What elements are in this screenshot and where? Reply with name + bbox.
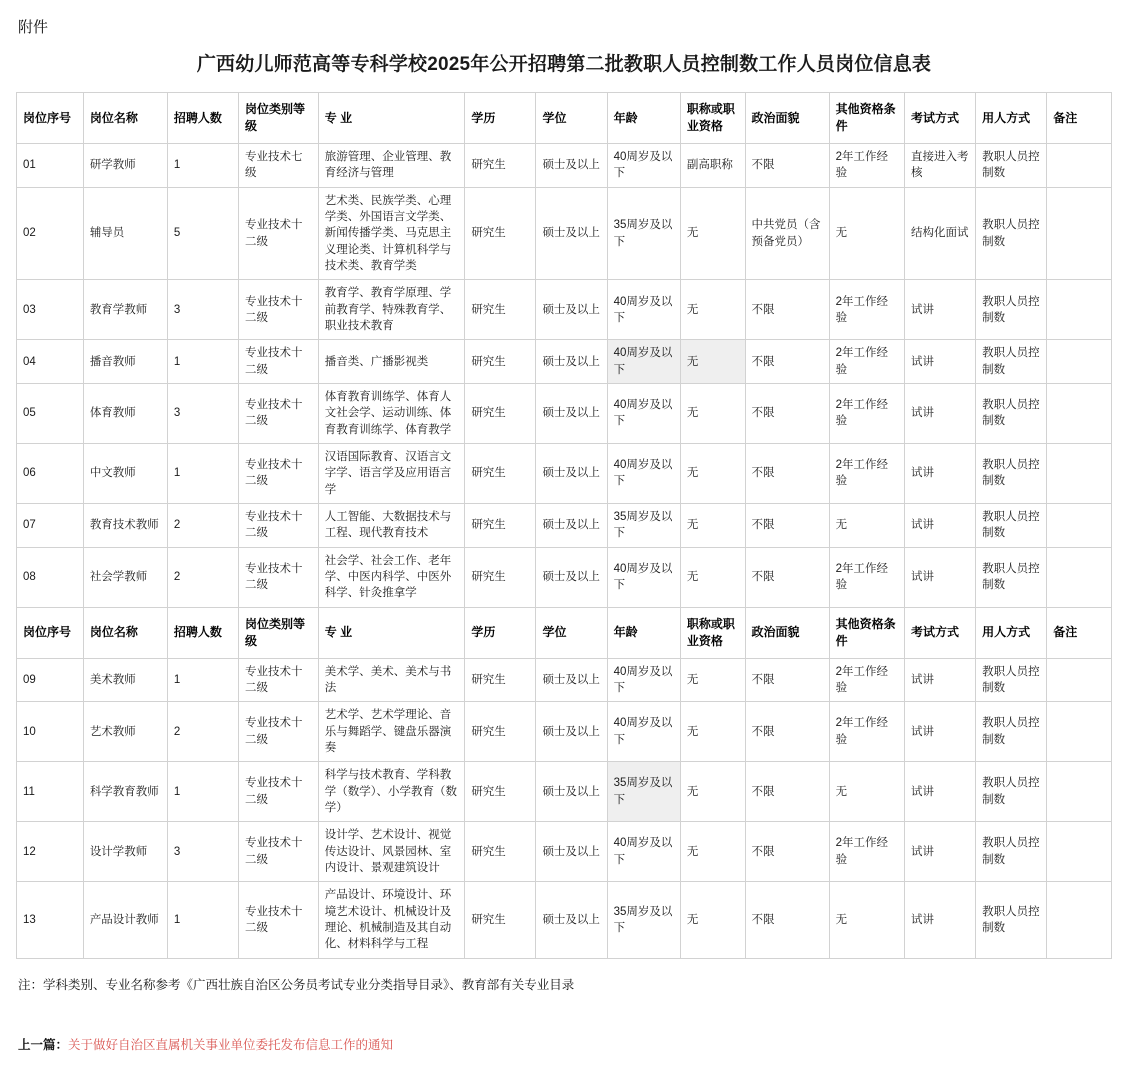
table-cell: 无 xyxy=(680,340,745,384)
table-cell: 设计学、艺术设计、视觉传达设计、风景园林、室内设计、景观建筑设计 xyxy=(318,822,465,882)
table-cell xyxy=(1047,384,1112,444)
table-cell: 2年工作经验 xyxy=(829,658,904,702)
table-cell: 科学与技术教育、学科教学（数学）、小学教育（数学） xyxy=(318,762,465,822)
table-cell: 结构化面试 xyxy=(905,187,976,280)
column-header: 学位 xyxy=(536,93,607,144)
table-cell: 03 xyxy=(17,280,84,340)
table-cell: 不限 xyxy=(745,882,829,958)
table-row xyxy=(17,702,1112,762)
table-cell: 无 xyxy=(829,187,904,280)
table-cell: 无 xyxy=(680,187,745,280)
table-cell: 研究生 xyxy=(465,882,536,958)
table-cell: 艺术教师 xyxy=(83,702,167,762)
table-cell: 无 xyxy=(680,822,745,882)
table-cell: 研究生 xyxy=(465,443,536,503)
table-cell: 40周岁及以下 xyxy=(607,384,680,444)
table-cell: 硕士及以上 xyxy=(536,822,607,882)
table-cell: 副高职称 xyxy=(680,144,745,188)
table-cell: 1 xyxy=(167,340,238,384)
table-cell: 2年工作经验 xyxy=(829,144,904,188)
table-cell: 教育学教师 xyxy=(83,280,167,340)
table-cell: 2 xyxy=(167,503,238,547)
table-cell: 35周岁及以下 xyxy=(607,187,680,280)
table-cell xyxy=(1047,702,1112,762)
table-cell: 试讲 xyxy=(905,443,976,503)
table-cell: 研究生 xyxy=(465,384,536,444)
table-cell: 教育技术教师 xyxy=(83,503,167,547)
table-cell: 试讲 xyxy=(905,658,976,702)
table-cell: 12 xyxy=(17,822,84,882)
column-header: 岗位名称 xyxy=(83,607,167,658)
table-cell: 无 xyxy=(680,702,745,762)
table-cell: 专业技术十二级 xyxy=(239,702,319,762)
column-header: 学历 xyxy=(465,607,536,658)
table-row xyxy=(17,144,1112,188)
table-cell: 体育教育训练学、体育人文社会学、运动训练、体育教育训练学、体育教学 xyxy=(318,384,465,444)
table-cell: 35周岁及以下 xyxy=(607,762,680,822)
table-cell: 教职人员控制数 xyxy=(976,340,1047,384)
table-cell: 2年工作经验 xyxy=(829,547,904,607)
table-cell: 试讲 xyxy=(905,822,976,882)
table-cell xyxy=(1047,503,1112,547)
table-cell: 40周岁及以下 xyxy=(607,702,680,762)
table-cell: 不限 xyxy=(745,384,829,444)
table-cell: 07 xyxy=(17,503,84,547)
column-header: 年龄 xyxy=(607,607,680,658)
table-cell: 硕士及以上 xyxy=(536,882,607,958)
table-row xyxy=(17,340,1112,384)
table-cell: 硕士及以上 xyxy=(536,762,607,822)
table-cell: 3 xyxy=(167,384,238,444)
table-cell: 13 xyxy=(17,882,84,958)
table-cell: 研究生 xyxy=(465,144,536,188)
table-cell xyxy=(1047,443,1112,503)
table-cell: 无 xyxy=(829,762,904,822)
page-title: 广西幼儿师范高等专科学校2025年公开招聘第二批教职人员控制数工作人员岗位信息表 xyxy=(196,54,932,75)
table-cell: 无 xyxy=(680,280,745,340)
table-cell: 35周岁及以下 xyxy=(607,503,680,547)
table-cell: 无 xyxy=(680,882,745,958)
column-header: 岗位名称 xyxy=(83,93,167,144)
column-header: 招聘人数 xyxy=(167,93,238,144)
table-cell: 1 xyxy=(167,144,238,188)
table-cell xyxy=(1047,280,1112,340)
table-cell: 美术学、美术、美术与书法 xyxy=(318,658,465,702)
table-cell: 产品设计教师 xyxy=(83,882,167,958)
column-header: 政治面貌 xyxy=(745,93,829,144)
table-cell: 教职人员控制数 xyxy=(976,503,1047,547)
table-cell: 1 xyxy=(167,658,238,702)
table-cell: 2年工作经验 xyxy=(829,340,904,384)
table-cell: 不限 xyxy=(745,547,829,607)
table-row xyxy=(17,187,1112,280)
table-cell: 教职人员控制数 xyxy=(976,547,1047,607)
table-cell: 播音教师 xyxy=(83,340,167,384)
table-row xyxy=(17,443,1112,503)
column-header: 专 业 xyxy=(318,607,465,658)
table-cell: 无 xyxy=(680,658,745,702)
table-cell: 专业技术十二级 xyxy=(239,187,319,280)
table-cell: 专业技术十二级 xyxy=(239,547,319,607)
column-header: 考试方式 xyxy=(905,607,976,658)
table-cell: 40周岁及以下 xyxy=(607,280,680,340)
table-body xyxy=(17,93,1112,959)
table-cell: 不限 xyxy=(745,340,829,384)
table-cell: 不限 xyxy=(745,762,829,822)
table-cell: 06 xyxy=(17,443,84,503)
table-cell: 40周岁及以下 xyxy=(607,144,680,188)
table-cell: 人工智能、大数据技术与工程、现代教育技术 xyxy=(318,503,465,547)
table-cell: 05 xyxy=(17,384,84,444)
table-cell: 无 xyxy=(680,443,745,503)
column-header: 职称或职业资格 xyxy=(680,607,745,658)
table-cell: 硕士及以上 xyxy=(536,702,607,762)
table-cell: 02 xyxy=(17,187,84,280)
table-cell: 2年工作经验 xyxy=(829,443,904,503)
table-cell: 无 xyxy=(680,547,745,607)
table-cell: 2年工作经验 xyxy=(829,280,904,340)
table-cell: 40周岁及以下 xyxy=(607,547,680,607)
prev-article-link[interactable]: 关于做好自治区直属机关事业单位委托发布信息工作的通知 xyxy=(68,1037,394,1052)
table-cell: 3 xyxy=(167,822,238,882)
prev-article-label: 上一篇： xyxy=(18,1037,69,1052)
table-cell: 播音类、广播影视类 xyxy=(318,340,465,384)
column-header: 年龄 xyxy=(607,93,680,144)
table-cell: 无 xyxy=(829,503,904,547)
attachment-label: 附件 xyxy=(18,19,49,36)
table-cell: 不限 xyxy=(745,443,829,503)
table-cell: 2 xyxy=(167,547,238,607)
table-cell: 硕士及以上 xyxy=(536,384,607,444)
column-header: 学位 xyxy=(536,607,607,658)
table-cell: 40周岁及以下 xyxy=(607,340,680,384)
table-cell: 2年工作经验 xyxy=(829,702,904,762)
table-cell: 08 xyxy=(17,547,84,607)
table-cell: 专业技术七级 xyxy=(239,144,319,188)
table-row xyxy=(17,547,1112,607)
table-cell: 无 xyxy=(680,503,745,547)
table-cell: 教职人员控制数 xyxy=(976,762,1047,822)
column-header: 职称或职业资格 xyxy=(680,93,745,144)
table-cell: 汉语国际教育、汉语言文字学、语言学及应用语言学 xyxy=(318,443,465,503)
column-header: 其他资格条件 xyxy=(829,93,904,144)
table-cell: 试讲 xyxy=(905,384,976,444)
column-header: 政治面貌 xyxy=(745,607,829,658)
table-cell: 科学教育教师 xyxy=(83,762,167,822)
table-cell: 不限 xyxy=(745,658,829,702)
table-cell: 辅导员 xyxy=(83,187,167,280)
table-cell: 试讲 xyxy=(905,340,976,384)
table-cell: 试讲 xyxy=(905,762,976,822)
table-cell xyxy=(1047,187,1112,280)
table-cell: 研究生 xyxy=(465,547,536,607)
table-cell: 硕士及以上 xyxy=(536,340,607,384)
table-cell xyxy=(1047,547,1112,607)
table-cell: 40周岁及以下 xyxy=(607,443,680,503)
table-row xyxy=(17,280,1112,340)
table-cell: 硕士及以上 xyxy=(536,280,607,340)
table-cell: 专业技术十二级 xyxy=(239,384,319,444)
table-cell: 硕士及以上 xyxy=(536,658,607,702)
table-cell: 2年工作经验 xyxy=(829,822,904,882)
table-cell: 中文教师 xyxy=(83,443,167,503)
job-info-table xyxy=(16,92,1112,959)
table-cell: 不限 xyxy=(745,280,829,340)
table-cell: 教职人员控制数 xyxy=(976,822,1047,882)
table-cell: 直接进入考核 xyxy=(905,144,976,188)
table-cell: 无 xyxy=(680,762,745,822)
table-cell: 1 xyxy=(167,762,238,822)
table-note: 注：学科类别、专业名称参考《广西壮族自治区公务员考试专业分类指导目录》、教育部有关专业目录 xyxy=(18,977,575,992)
table-cell: 1 xyxy=(167,443,238,503)
table-cell: 硕士及以上 xyxy=(536,547,607,607)
column-header: 岗位序号 xyxy=(17,93,84,144)
table-cell: 01 xyxy=(17,144,84,188)
table-cell: 教职人员控制数 xyxy=(976,882,1047,958)
table-cell: 教职人员控制数 xyxy=(976,187,1047,280)
table-cell: 3 xyxy=(167,280,238,340)
table-cell xyxy=(1047,144,1112,188)
table-cell: 教职人员控制数 xyxy=(976,384,1047,444)
column-header: 用人方式 xyxy=(976,93,1047,144)
table-cell: 5 xyxy=(167,187,238,280)
table-cell: 不限 xyxy=(745,822,829,882)
table-cell: 专业技术十二级 xyxy=(239,658,319,702)
column-header: 岗位类别等级 xyxy=(239,607,319,658)
table-cell: 不限 xyxy=(745,503,829,547)
table-cell: 35周岁及以下 xyxy=(607,882,680,958)
table-cell: 40周岁及以下 xyxy=(607,658,680,702)
table-cell xyxy=(1047,762,1112,822)
table-cell: 不限 xyxy=(745,144,829,188)
table-cell: 教职人员控制数 xyxy=(976,144,1047,188)
table-cell: 试讲 xyxy=(905,547,976,607)
table-cell: 教职人员控制数 xyxy=(976,280,1047,340)
column-header: 专 业 xyxy=(318,93,465,144)
table-cell: 试讲 xyxy=(905,503,976,547)
table-row xyxy=(17,882,1112,958)
table-cell: 40周岁及以下 xyxy=(607,822,680,882)
table-cell: 研究生 xyxy=(465,280,536,340)
table-cell: 产品设计、环境设计、环境艺术设计、机械设计及理论、机械制造及其自动化、材料科学与工程 xyxy=(318,882,465,958)
table-row xyxy=(17,762,1112,822)
table-cell: 04 xyxy=(17,340,84,384)
table-cell: 体育教师 xyxy=(83,384,167,444)
table-cell: 研究生 xyxy=(465,822,536,882)
table-cell: 教职人员控制数 xyxy=(976,443,1047,503)
table-cell: 试讲 xyxy=(905,882,976,958)
table-cell: 旅游管理、企业管理、教育经济与管理 xyxy=(318,144,465,188)
table-cell: 无 xyxy=(680,384,745,444)
table-cell: 10 xyxy=(17,702,84,762)
table-cell: 教职人员控制数 xyxy=(976,658,1047,702)
table-cell: 试讲 xyxy=(905,280,976,340)
table-cell: 11 xyxy=(17,762,84,822)
table-cell: 2年工作经验 xyxy=(829,384,904,444)
table-cell: 09 xyxy=(17,658,84,702)
table-row xyxy=(17,384,1112,444)
table-cell: 不限 xyxy=(745,702,829,762)
column-header: 岗位类别等级 xyxy=(239,93,319,144)
table-row xyxy=(17,822,1112,882)
table-cell: 艺术学、艺术学理论、音乐与舞蹈学、键盘乐器演奏 xyxy=(318,702,465,762)
table-cell: 社会学、社会工作、老年学、中医内科学、中医外科学、针灸推拿学 xyxy=(318,547,465,607)
column-header: 用人方式 xyxy=(976,607,1047,658)
table-cell: 试讲 xyxy=(905,702,976,762)
table-cell: 硕士及以上 xyxy=(536,503,607,547)
table-cell: 1 xyxy=(167,882,238,958)
column-header: 备注 xyxy=(1047,607,1112,658)
table-row xyxy=(17,658,1112,702)
table-cell: 硕士及以上 xyxy=(536,144,607,188)
table-cell: 硕士及以上 xyxy=(536,187,607,280)
table-cell: 研究生 xyxy=(465,762,536,822)
table-header-row xyxy=(17,607,1112,658)
table-cell: 研究生 xyxy=(465,702,536,762)
table-cell: 研究生 xyxy=(465,340,536,384)
table-cell: 美术教师 xyxy=(83,658,167,702)
table-cell: 专业技术十二级 xyxy=(239,503,319,547)
table-cell: 教职人员控制数 xyxy=(976,702,1047,762)
table-cell: 无 xyxy=(829,882,904,958)
table-cell: 设计学教师 xyxy=(83,822,167,882)
column-header: 考试方式 xyxy=(905,93,976,144)
table-row xyxy=(17,503,1112,547)
table-cell: 2 xyxy=(167,702,238,762)
column-header: 备注 xyxy=(1047,93,1112,144)
table-cell: 艺术类、民族学类、心理学类、外国语言文学类、新闻传播学类、马克思主义理论类、计算机科学与技术类、教育学类 xyxy=(318,187,465,280)
table-cell xyxy=(1047,822,1112,882)
table-cell: 硕士及以上 xyxy=(536,443,607,503)
footer-navigation xyxy=(18,1035,1112,1053)
table-cell xyxy=(1047,340,1112,384)
table-cell xyxy=(1047,882,1112,958)
table-cell: 专业技术十二级 xyxy=(239,762,319,822)
column-header: 其他资格条件 xyxy=(829,607,904,658)
table-cell xyxy=(1047,658,1112,702)
table-cell: 专业技术十二级 xyxy=(239,340,319,384)
table-cell: 研究生 xyxy=(465,658,536,702)
table-cell: 专业技术十二级 xyxy=(239,882,319,958)
column-header: 岗位序号 xyxy=(17,607,84,658)
column-header: 招聘人数 xyxy=(167,607,238,658)
table-cell: 专业技术十二级 xyxy=(239,280,319,340)
table-cell: 研学教师 xyxy=(83,144,167,188)
table-header-row xyxy=(17,93,1112,144)
column-header: 学历 xyxy=(465,93,536,144)
table-cell: 社会学教师 xyxy=(83,547,167,607)
table-cell: 专业技术十二级 xyxy=(239,822,319,882)
table-cell: 研究生 xyxy=(465,187,536,280)
table-cell: 专业技术十二级 xyxy=(239,443,319,503)
table-cell: 教育学、教育学原理、学前教育学、特殊教育学、职业技术教育 xyxy=(318,280,465,340)
table-cell: 中共党员（含预备党员） xyxy=(745,187,829,280)
table-cell: 研究生 xyxy=(465,503,536,547)
